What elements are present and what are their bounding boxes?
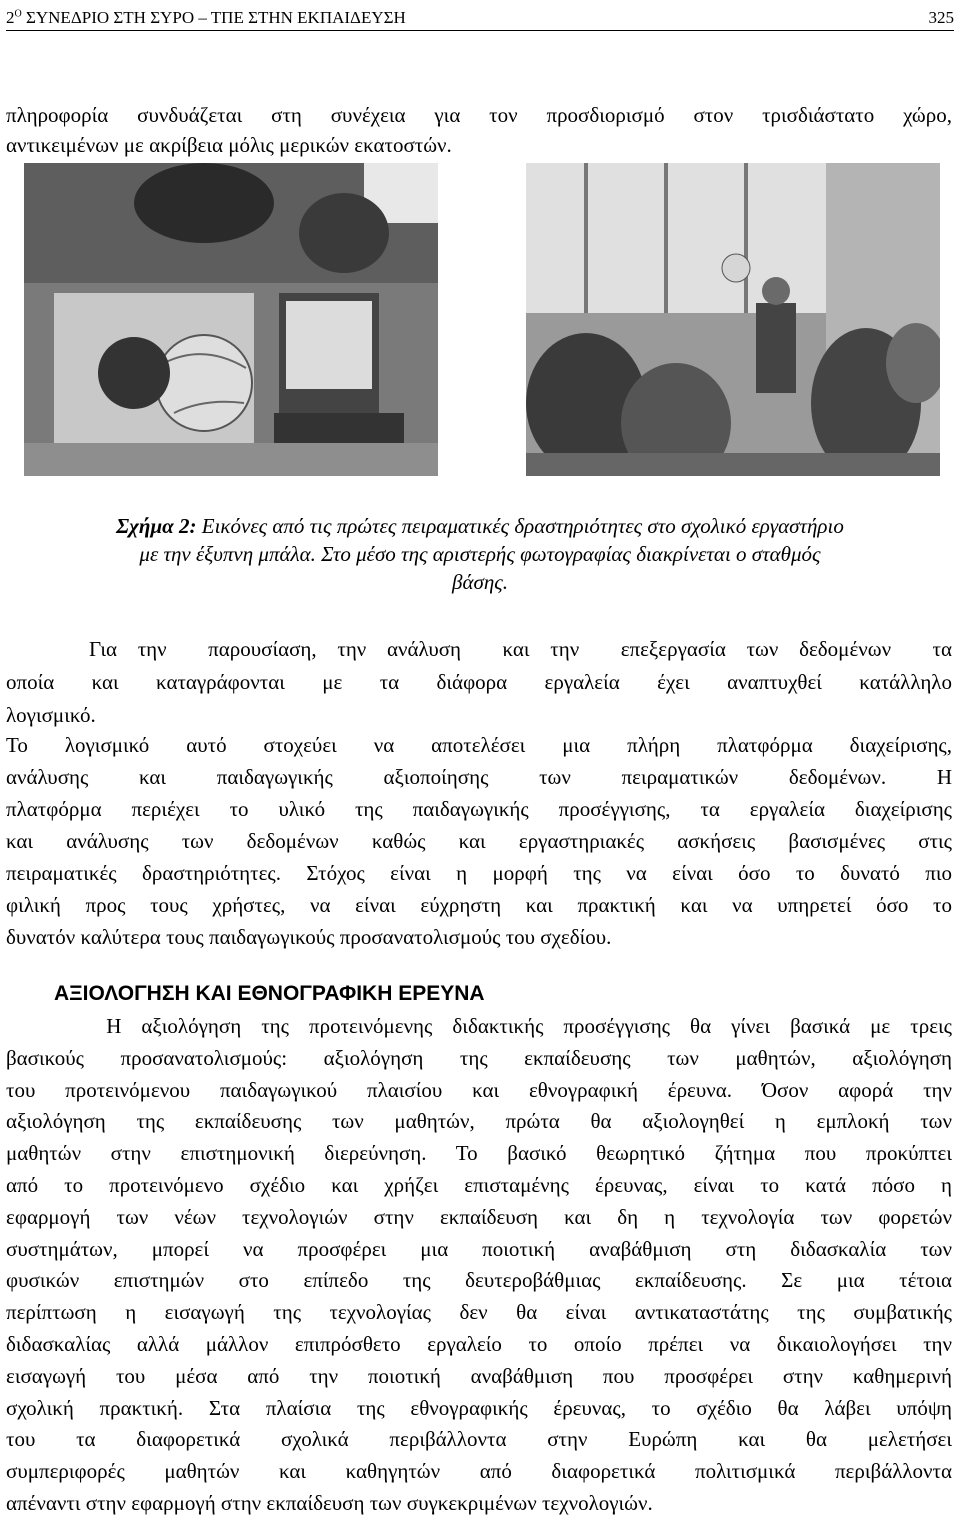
paragraph-evaluation: Η αξιολόγηση της προτεινόμενης διδακτικής προσέγγισης θα γίνει βασικά με τρεις βασικούς προσανατολισμούς: αξιολόγηση της εκπαίδευσης των μαθητών, αξιολόγηση του προτεινόμενου παιδαγωγικού πλαισίου και εθνογραφική έρευνα. Όσον αφορά την αξιολόγηση της εκπαίδευσης των μαθητών, πρώτα θα αξιολογηθεί η εμπλοκή των μαθητών στην επιστημονική διερεύνηση. Το βασικό θεωρητικό ζήτημα που προκύπτει από το προτεινόμενο σχέδιο και χρήζει επισταμένης έρευνας, είναι το κατά πόσο η εφαρμογή των νέων τεχνολογιών στην εκπαίδευση και δη η τεχνολογία των φορετών συστημάτων, μπορεί να προσφέρει μια ποιοτική αναβάθμιση στη διδασκαλία των φυσικών επιστημών στο επίπεδο της δευτεροβάθμιας εκπαίδευσης. Σε μια τέτοια περίπτωση η εισαγωγή της τεχνολογίας δεν θα είναι αντικαταστάτης της συμβατικής διδασκαλίας αλλά μάλλον επιπρόσθετο εργαλείο το οποίο πρέπει να δικαιολογήσει την εισαγωγή του μέσα από την ποιοτική αναβάθμιση που προσφέρει στην καθημερινή σχολική πρακτική. Στα πλαίσια της εθνογραφικής έρευνας, το σχέδιο θα λάβει υπόψη του τα διαφορετικά σχολικά περιβάλλοντα στην Ευρώπη και θα μελετήσει συμπεριφορές μαθητών και καθηγητών από διαφορετικά πολιτισμικά περιβάλλοντα απέναντι στην εφαρμογή στην εκπαίδευση των συγκεκριμένων τεχνολογιών.	[6, 1014, 952, 1515]
intro-paragraph: πληροφορία συνδυάζεται στη συνέχεια για τον προσδιορισμό στον τρισδιάστατο χώρο, αντικειμένων με ακρίβεια μόλις μερικών εκατοστών.	[6, 103, 952, 157]
section-heading: ΑΞΙΟΛΟΓΗΣΗ ΚΑΙ ΕΘΝΟΓΡΑΦΙΚΗ ΕΡΕΥΝΑ	[54, 982, 485, 1005]
page-number: 325	[928, 8, 954, 27]
figure-caption: Σχήμα 2: Εικόνες από τις πρώτες πειραματικές δραστηριότητες στο σχολικό εργαστήριο με την έξυπνη μπάλα. Στο μέσο της αριστερής φωτογραφίας διακρίνεται ο σταθμός βάσης.	[116, 514, 844, 594]
page-header	[6, 4, 954, 31]
classroom-photo-right	[526, 163, 940, 476]
lab-photo-left	[24, 163, 438, 476]
conference-title: $2^O$ ΣΥΝΕΔΡΙΟ ΣΤΗ ΣΥΡΟ – ΤΠΕ ΣΤΗΝ ΕΚΠΑΙΔΕΥΣΗ	[6, 8, 406, 27]
paragraph-software: Για την παρουσίαση, την ανάλυση και την επεξεργασία των δεδομένων τα οποία και καταγράφονται με τα διάφορα εργαλεία έχει αναπτυχθεί κατάλληλο λογισμικό.	[6, 637, 952, 727]
paragraph-platform: Το λογισμικό αυτό στοχεύει να αποτελέσει μια πλήρη πλατφόρμα διαχείρισης, ανάλυσης και παιδαγωγικής αξιοποίησης των πειραματικών δεδομένων. Η πλατφόρμα περιέχει το υλικό της παιδαγωγικής προσέγγισης, τα εργαλεία διαχείρισης και ανάλυσης των δεδομένων καθώς και εργαστηριακές ασκήσεις βασισμένες στις πειραματικές δραστηριότητες. Στόχος είναι η μορφή της να είναι όσο το δυνατό πιο φιλική προς τους χρήστες, να είναι εύχρηστη και πρακτική και να υπηρετεί όσο το δυνατόν καλύτερα τους παιδαγωγικούς προσανατολισμούς του σχεδίου.	[6, 733, 952, 949]
figure-label: Σχήμα 2:	[116, 514, 197, 538]
